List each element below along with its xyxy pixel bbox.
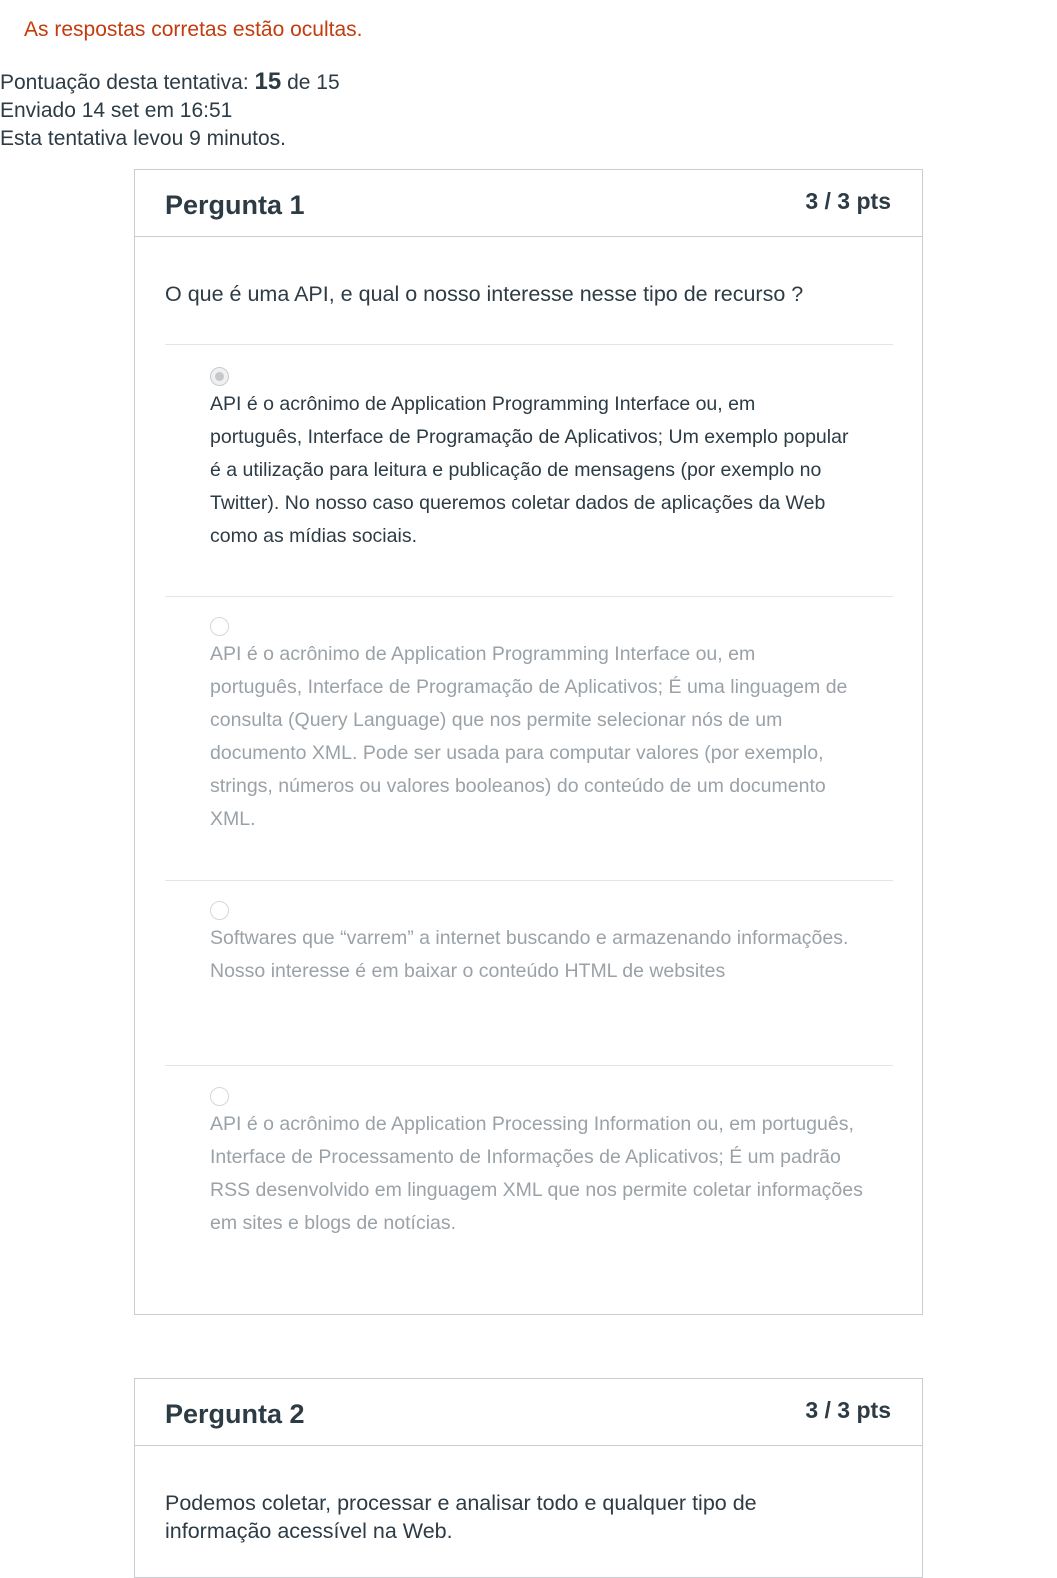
question-text: O que é uma API, e qual o nosso interesse nesse tipo de recurso ? <box>165 282 804 306</box>
score-total: de 15 <box>287 71 340 94</box>
question-1 <box>134 169 923 1315</box>
question-header <box>135 170 922 237</box>
score-line <box>0 68 340 97</box>
submitted-date: Enviado 14 set em 16:51 <box>0 99 233 122</box>
attempt-duration: Esta tentativa levou 9 minutos. <box>0 127 286 150</box>
answer-radio[interactable] <box>210 1087 229 1106</box>
answer-divider <box>165 344 893 345</box>
question-header <box>135 1379 922 1446</box>
question-text: Podemos coletar, processar e analisar todo e qualquer tipo de informação acessível na Web. <box>165 1491 757 1543</box>
answer-text: API é o acrônimo de Application Programming Interface ou, em português, Interface de Programação de Aplicativos; Um exemplo popular é a utilização para leitura e publicação de mensagens (por exemplo no Twitter). No nosso caso queremos coletar dados de aplicações da Web como as mídias sociais. <box>210 393 849 547</box>
question-title: Pergunta 2 <box>165 1399 305 1429</box>
attempt-summary <box>0 68 340 153</box>
answer-text: Softwares que “varrem” a internet buscando e armazenando informações. Nosso interesse é em baixar o conteúdo HTML de websites <box>210 927 849 982</box>
answer-divider <box>165 880 893 881</box>
score-label: Pontuação desta tentativa: <box>0 71 249 94</box>
question-title: Pergunta 1 <box>165 190 305 220</box>
answer-divider <box>165 1065 893 1066</box>
answers-hidden-notice: As respostas corretas estão ocultas. <box>24 18 363 41</box>
answer-radio[interactable] <box>210 901 229 920</box>
answer-radio-selected[interactable] <box>210 367 229 386</box>
answer-text: API é o acrônimo de Application Programming Interface ou, em português, Interface de Programação de Aplicativos; É uma linguagem de consulta (Query Language) que nos permite selecionar nós de um documento XML. Pode ser usada para computar valores (por exemplo, strings, números ou valores booleanos) do conteúdo de um documento XML. <box>210 643 848 830</box>
question-points: 3 / 3 pts <box>805 188 891 214</box>
answer-text: API é o acrônimo de Application Processing Information ou, em português, Interface de Processamento de Informações de Aplicativos; É um padrão RSS desenvolvido em linguagem XML que nos permite coletar informações em sites e blogs de notícias. <box>210 1113 863 1234</box>
question-2 <box>134 1378 923 1578</box>
question-points: 3 / 3 pts <box>805 1397 891 1423</box>
answer-radio[interactable] <box>210 617 229 636</box>
answer-divider <box>165 596 893 597</box>
score-value: 15 <box>254 68 282 95</box>
